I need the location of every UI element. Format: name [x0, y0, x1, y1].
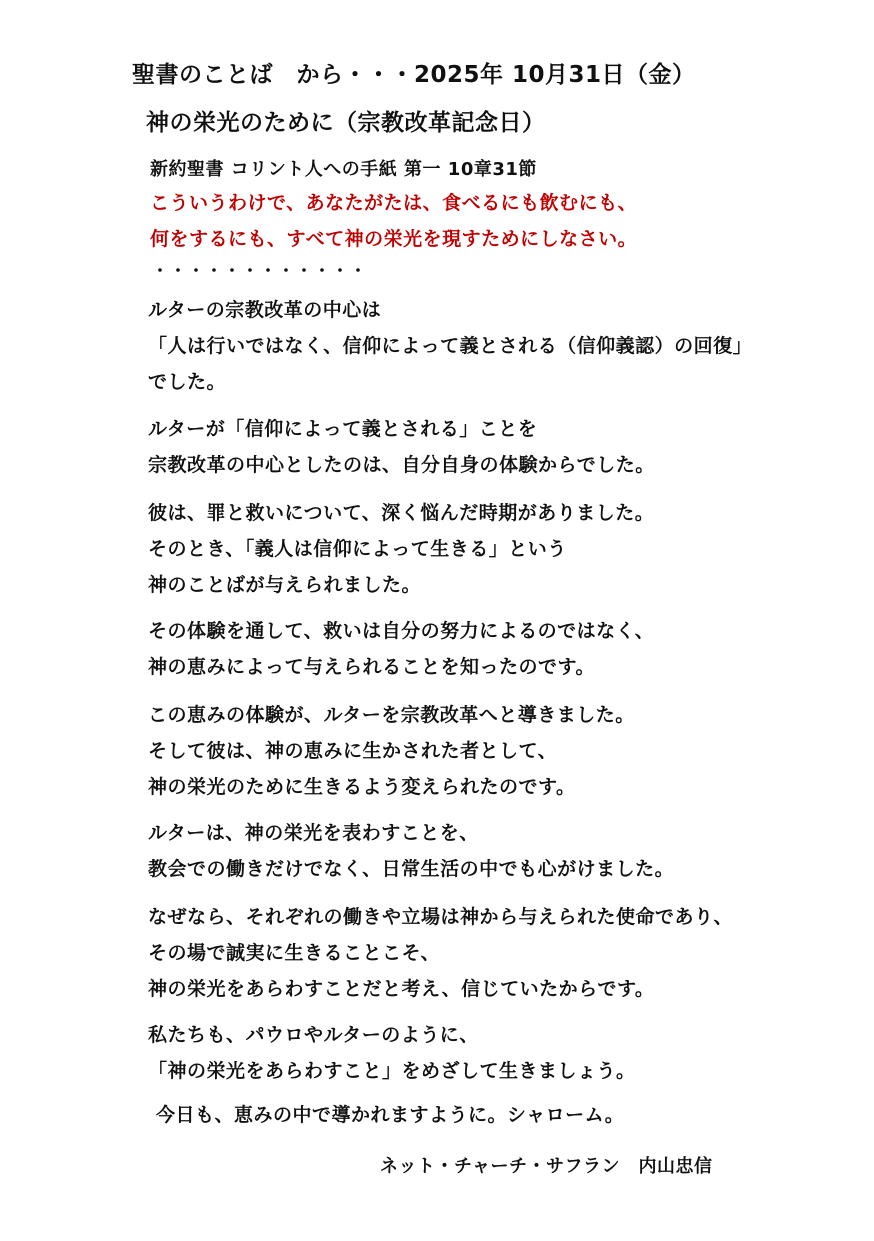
- body-line: そのとき、「義人は信仰によって生きる」という: [148, 538, 567, 560]
- separator-dots: ・・・・・・・・・・・・: [152, 261, 369, 280]
- body-line: 宗教改革の中心としたのは、自分自身の体験からでした。: [148, 454, 655, 476]
- body-line: この恵みの体験が、ルターを宗教改革へと導きました。: [148, 704, 635, 726]
- body-line: 神のことばが与えられました。: [148, 574, 422, 596]
- body-line: 私たちも、パウロやルターのように、: [148, 1024, 479, 1046]
- body-line: 神の栄光をあらわすことだと考え、信じていたからです。: [148, 978, 655, 1000]
- body-line: 彼は、罪と救いについて、深く悩んだ時期がありました。: [148, 502, 655, 524]
- body-line: 神の栄光のために生きるよう変えられたのです。: [148, 776, 576, 798]
- body-line: 「人は行いではなく、信仰によって義とされる（信仰義認）の回復」: [148, 335, 753, 357]
- body-line: 神の恵みによって与えられることを知ったのです。: [148, 656, 595, 678]
- body-line: その場で誠実に生きることこそ、: [148, 942, 441, 964]
- body-line: その体験を通して、救いは自分の努力によるのではなく、: [148, 620, 655, 642]
- body-line: ルターが「信仰によって義とされる」ことを: [148, 418, 538, 440]
- body-line: 教会での働きだけでなく、日常生活の中でも心がけました。: [148, 858, 675, 880]
- closing-blessing: 今日も、恵みの中で導かれますように。シャローム。: [156, 1104, 625, 1126]
- body-line: 「神の栄光をあらわすこと」をめざして生きましょう。: [148, 1060, 636, 1082]
- body-line: なぜなら、それぞれの働きや立場は神から与えられた使命であり、: [148, 906, 734, 928]
- document-header-title: 聖書のことば から・・・2025年 10月31日（金）: [132, 62, 696, 88]
- author-signature: ネット・チャーチ・サフラン 内山忠信: [380, 1156, 713, 1177]
- body-line: でした。: [148, 371, 227, 393]
- scripture-reference: 新約聖書 コリント人への手紙 第一 10章31節: [150, 159, 537, 180]
- scripture-verse-line: 何をするにも、すべて神の栄光を現すためにしなさい。: [150, 228, 638, 250]
- body-line: そして彼は、神の恵みに生かされた者として、: [148, 740, 558, 762]
- body-line: ルターの宗教改革の中心は: [148, 299, 382, 321]
- sermon-title: 神の栄光のために（宗教改革記念日）: [146, 110, 546, 136]
- body-line: ルターは、神の栄光を表わすことを、: [148, 822, 479, 844]
- scripture-verse-line: こういうわけで、あなたがたは、食べるにも飲むにも、: [150, 192, 638, 214]
